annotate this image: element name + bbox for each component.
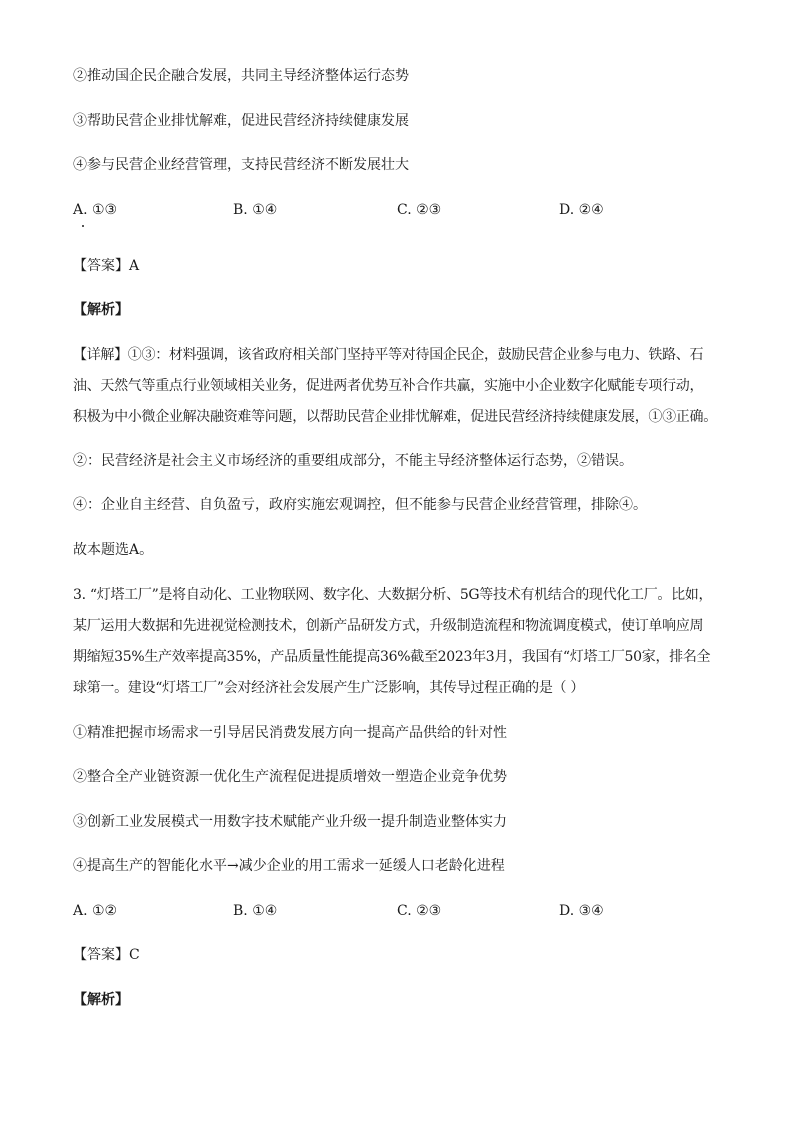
q2-conclusion: 故本题选A。 xyxy=(73,542,154,558)
q2-answer: 【答案】A xyxy=(73,258,140,274)
q2-statement-2: ②推动国企民企融合发展，共同主导经济整体运行态势 xyxy=(73,68,409,84)
q2-detail-line-4: ②：民营经济是社会主义市场经济的重要组成部分，不能主导经济整体运行态势，②错误。 xyxy=(73,453,633,469)
q3-statement-3: ③创新工业发展模式一用数字技术赋能产业升级一提升制造业整体实力 xyxy=(73,814,507,830)
q2-statement-4: ④参与民营企业经营管理，支持民营经济不断发展壮大 xyxy=(73,157,409,173)
q3-stem-line-4: 球第一。建设“灯塔工厂”会对经济社会发展产生广泛影响，其传导过程正确的是（ ） xyxy=(73,680,585,696)
q3-stem-line-2: 某厂运用大数据和先进视觉检测技术，创新产品研发方式，升级制造流程和物流调度模式，使订单响应周 xyxy=(73,618,704,634)
q3-option-b: B. ①④ xyxy=(233,903,278,919)
q3-statement-2: ②整合全产业链资源一优化生产流程促进提质增效一塑造企业竞争优势 xyxy=(73,769,507,785)
q3-stem-line-1: 3. “灯塔工厂”是将自动化、工业物联网、数字化、大数据分析、5G等技术有机结合的现代化工厂。比如， xyxy=(73,587,713,603)
q3-option-a: A. ①② xyxy=(73,903,118,919)
q2-detail-line-2: 油、天然气等重点行业领域相关业务，促进两者优势互补合作共赢，实施中小企业数字化赋能专项行动， xyxy=(73,378,704,394)
q2-option-c: C. ②③ xyxy=(397,202,442,218)
q3-statement-1: ①精准把握市场需求一引导居民消费发展方向一提高产品供给的针对性 xyxy=(73,725,507,741)
q2-detail-line-3: 积极为中小微企业解决融资难等问题，以帮助民营企业排忧解难，促进民营经济持续健康发展，①③正确。 xyxy=(73,409,717,425)
q3-stem-line-3: 期缩短35%生产效率提高35%，产品质量性能提高36%截至2023年3月，我国有“灯塔工厂50家，排名全 xyxy=(73,649,711,665)
q3-statement-4: ④提高生产的智能化水平→减少企业的用工需求一延缓人口老龄化进程 xyxy=(73,858,505,874)
q3-option-c: C. ②③ xyxy=(397,903,442,919)
q3-analysis-heading: 【解析】 xyxy=(73,992,129,1008)
q2-detail-line-5: ④：企业自主经营、自负盈亏，政府实施宏观调控，但不能参与民营企业经营管理，排除④。 xyxy=(73,497,647,513)
q3-options xyxy=(73,901,733,921)
q3-option-d: D. ③④ xyxy=(559,903,604,919)
stray-dot xyxy=(82,225,84,227)
q2-options xyxy=(73,200,733,220)
q2-detail-line-1: 【详解】①③：材料强调，该省政府相关部门坚持平等对待国企民企，鼓励民营企业参与电力、铁路、石 xyxy=(73,347,704,363)
q2-statement-3: ③帮助民营企业排忧解难，促进民营经济持续健康发展 xyxy=(73,113,409,129)
q2-analysis-heading: 【解析】 xyxy=(73,302,129,318)
q2-option-a: A. ①③ xyxy=(73,202,118,218)
q2-option-b: B. ①④ xyxy=(233,202,278,218)
q3-answer: 【答案】C xyxy=(73,947,140,963)
q2-option-d: D. ②④ xyxy=(559,202,604,218)
